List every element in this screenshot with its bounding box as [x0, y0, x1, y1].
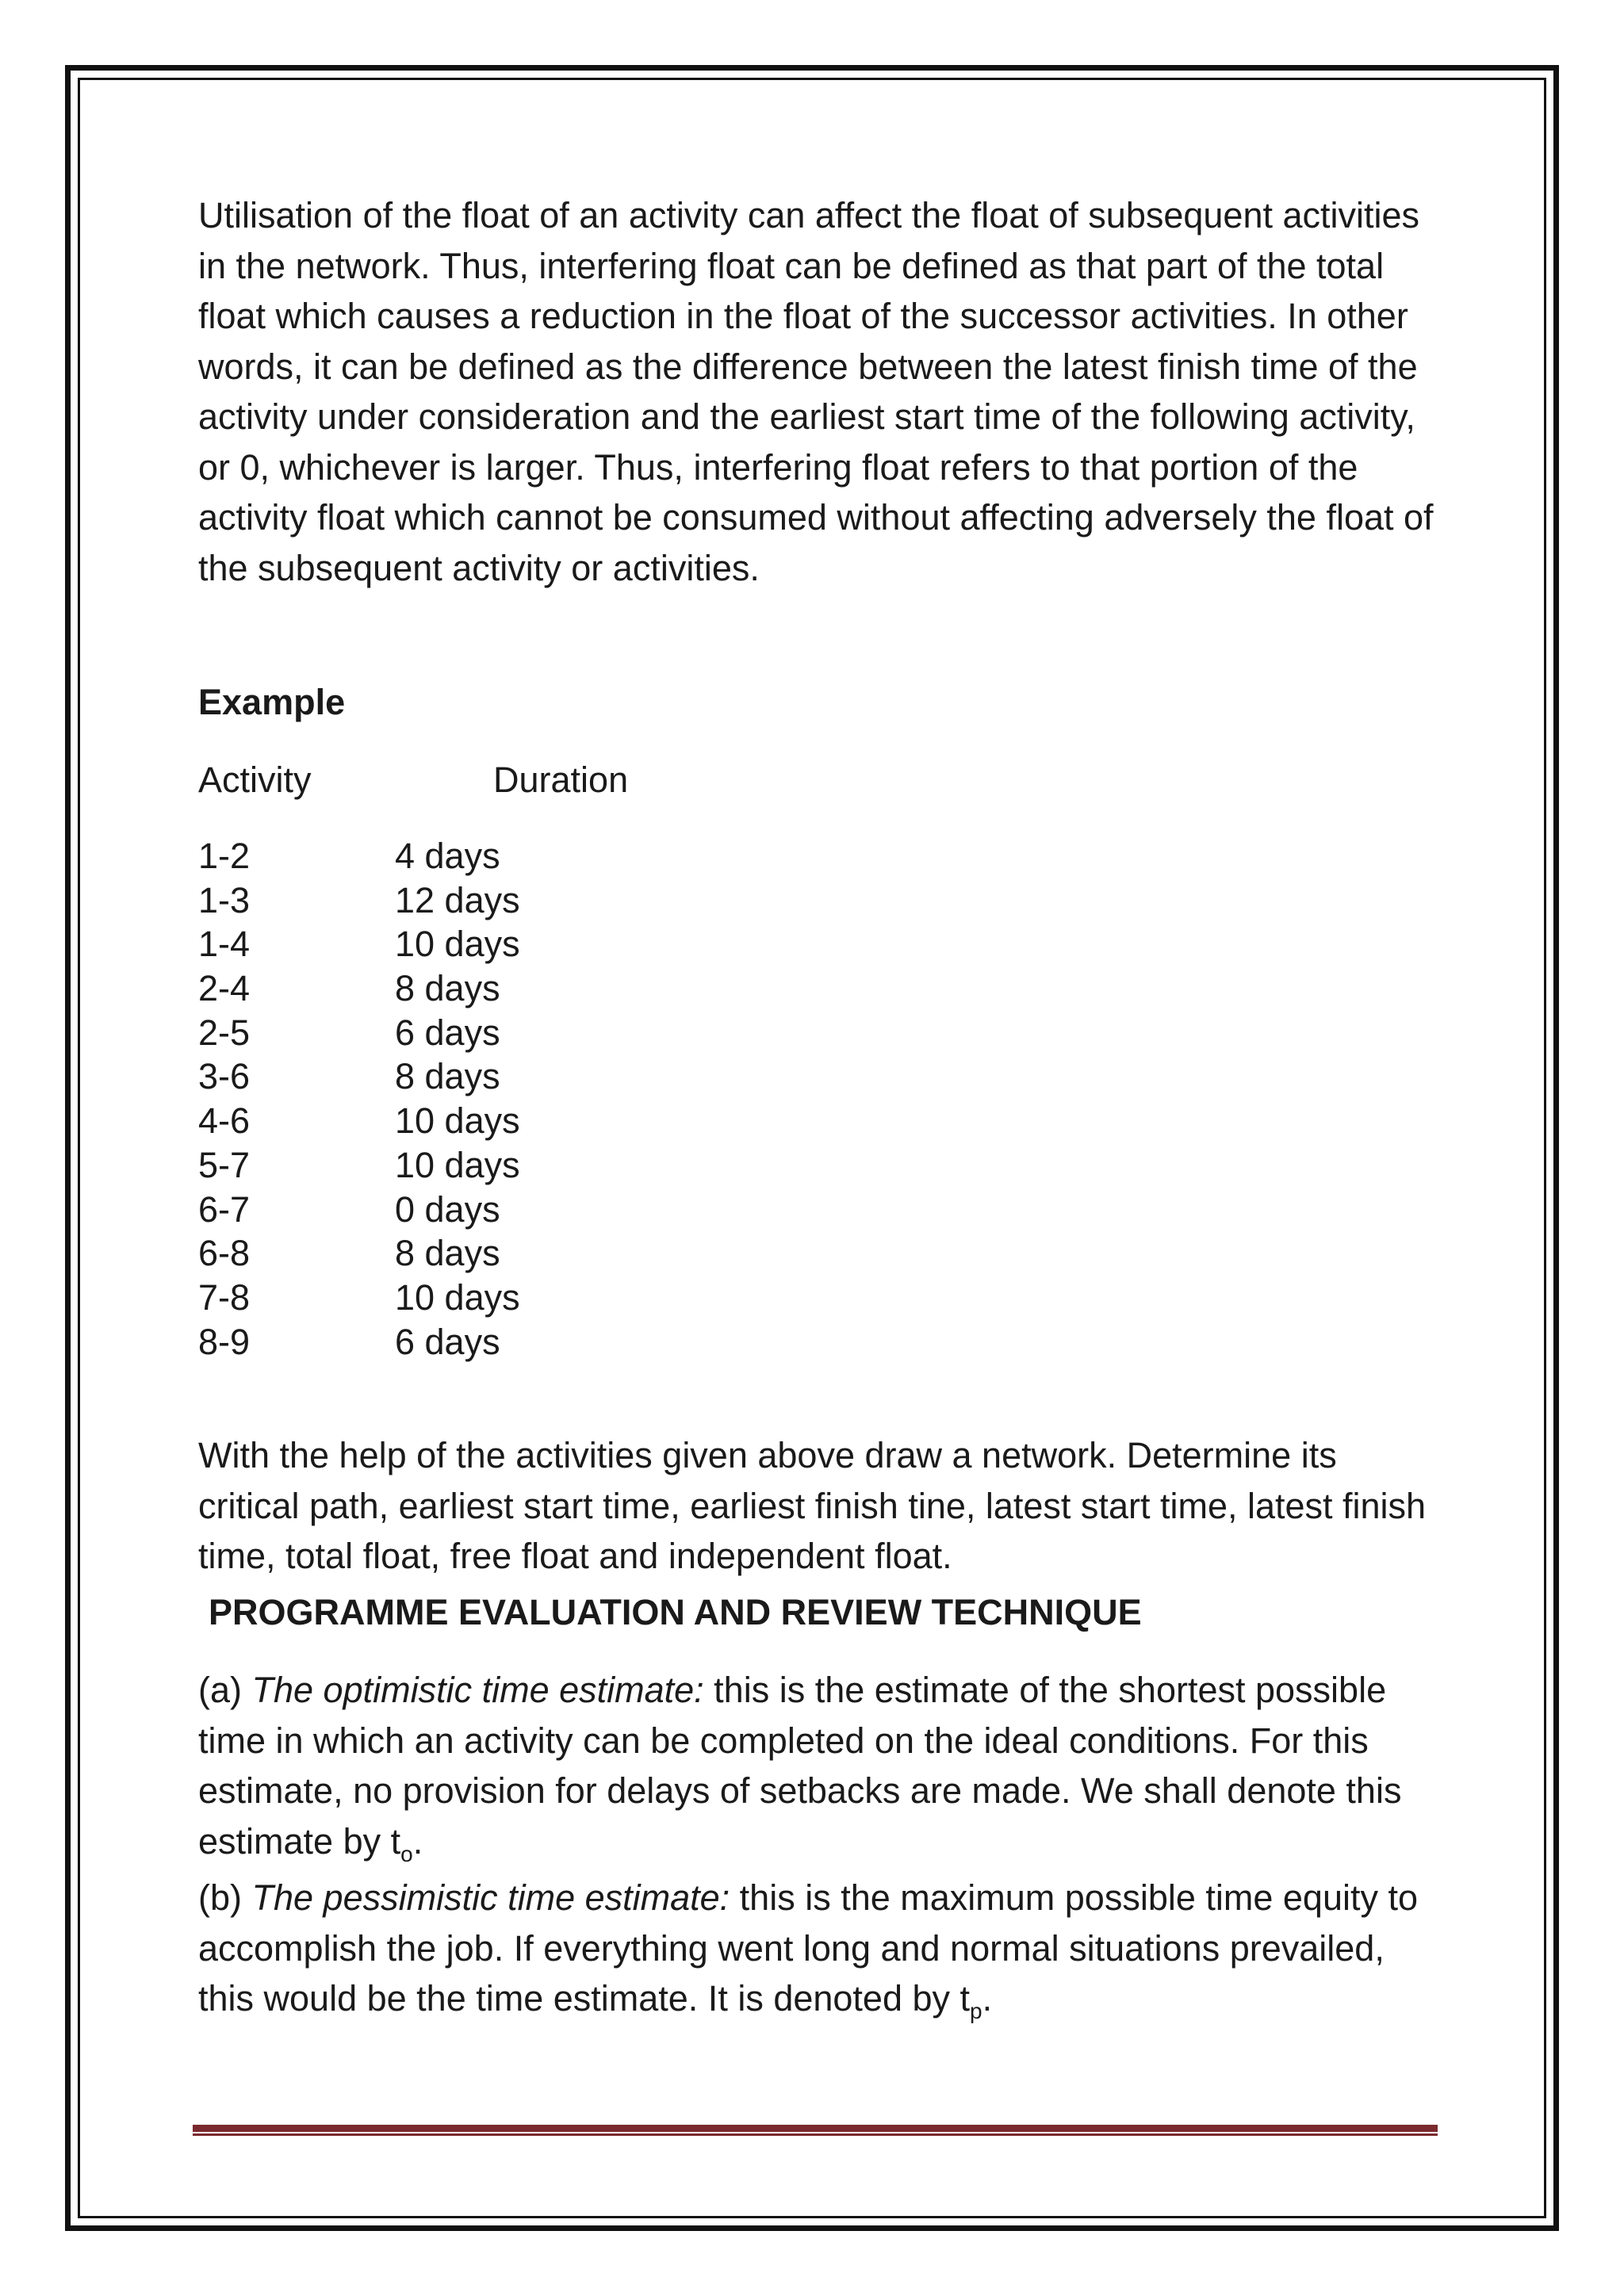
pessimistic-estimate-term: The pessimistic time estimate:: [251, 1877, 730, 1918]
item-a-end: .: [412, 1820, 423, 1862]
item-a-prefix: (a): [198, 1670, 252, 1710]
activity-cell: 1-4: [198, 924, 251, 965]
table-row: [198, 878, 912, 923]
activity-cell: 2-4: [198, 968, 251, 1009]
table-row: [198, 1011, 912, 1055]
pessimistic-estimate-paragraph: [198, 1873, 1443, 2024]
item-b-end: .: [982, 1978, 993, 2019]
optimistic-estimate-paragraph: [198, 1665, 1443, 1866]
duration-cell: 10 days: [395, 1276, 520, 1318]
table-row: [198, 1054, 912, 1099]
item-b-prefix: (b): [198, 1877, 252, 1918]
footer-divider-thin: [193, 2133, 1438, 2136]
activity-cell: 4-6: [198, 1100, 251, 1142]
duration-cell: 10 days: [395, 1144, 520, 1185]
intro-paragraph: Utilisation of the float of an activity can affect the float of subsequent activities in the network. Thus, interfering float can be defined as that part of the total float which causes a reduction in the float of the successor activities. In other words, it can be defined as the difference between the latest finish time of the activity under consideration and the earliest start time of the following activity, or 0, whichever is larger. Thus, interfering float refers to that portion of the activity float which cannot be consumed without affecting adversely the float of the subsequent activity or activities.: [198, 195, 1434, 588]
activity-cell: 1-2: [198, 836, 251, 876]
duration-cell: 6 days: [395, 1012, 500, 1053]
duration-column-header: Duration: [493, 760, 629, 800]
activity-cell: 6-8: [198, 1233, 251, 1274]
table-row: [198, 1188, 912, 1232]
pessimistic-subscript: p: [970, 1999, 982, 2023]
optimistic-estimate-term: The optimistic time estimate:: [251, 1670, 704, 1710]
activity-cell: 6-7: [198, 1188, 251, 1230]
activity-table: [198, 834, 912, 1364]
duration-cell: 4 days: [395, 836, 500, 876]
activity-column-header: Activity: [198, 760, 312, 800]
table-row: [198, 1099, 912, 1143]
pessimistic-estimate-text: this is the maximum possible time equity to accomplish the job. If everything went long and normal situations prevailed, this would be the time estimate. It is denoted by t: [198, 1877, 1419, 2019]
activity-cell: 5-7: [198, 1144, 251, 1185]
table-row: [198, 922, 912, 966]
activity-cell: 8-9: [198, 1321, 251, 1362]
table-row: [198, 966, 912, 1011]
footer-divider-thick: [193, 2125, 1438, 2132]
duration-cell: 8 days: [395, 1056, 500, 1097]
pert-heading: PROGRAMME EVALUATION AND REVIEW TECHNIQUE: [209, 1592, 1142, 1632]
task-paragraph: With the help of the activities given above draw a network. Determine its critical path, earliest start time, earliest finish tine, latest start time, latest finish time, total float, free float and independent float.: [198, 1435, 1427, 1576]
table-row: [198, 1276, 912, 1320]
table-row: [198, 834, 912, 878]
activity-cell: 1-3: [198, 879, 251, 920]
optimistic-subscript: o: [400, 1841, 413, 1866]
duration-cell: 12 days: [395, 879, 520, 920]
activity-cell: 7-8: [198, 1276, 251, 1318]
optimistic-estimate-text: this is the estimate of the shortest possible time in which an activity can be completed on the ideal conditions. For this estimate, no provision for delays of setbacks are made. We shall denote this estimate by t: [198, 1670, 1402, 1862]
duration-cell: 6 days: [395, 1321, 500, 1362]
table-row: [198, 1231, 912, 1276]
duration-cell: 10 days: [395, 924, 520, 965]
footer-divider: [193, 2125, 1438, 2137]
activity-cell: 2-5: [198, 1012, 251, 1053]
activity-cell: 3-6: [198, 1056, 251, 1097]
duration-cell: 10 days: [395, 1100, 520, 1142]
example-heading: Example: [198, 682, 346, 722]
table-row: [198, 1143, 912, 1188]
activity-table-header: [198, 755, 912, 805]
table-row: [198, 1320, 912, 1364]
duration-cell: 0 days: [395, 1188, 500, 1230]
duration-cell: 8 days: [395, 1233, 500, 1274]
duration-cell: 8 days: [395, 968, 500, 1009]
